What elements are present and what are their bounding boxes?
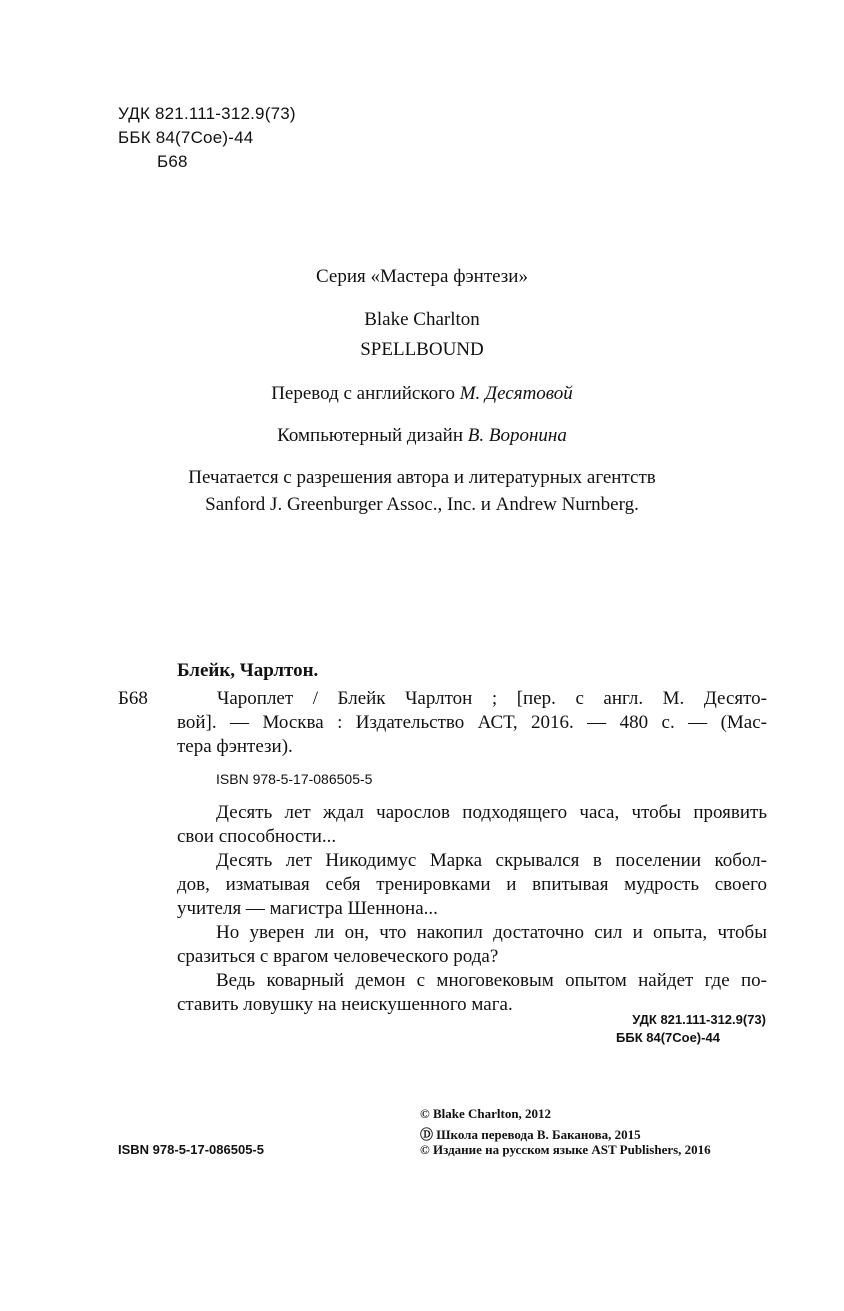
designer-name: В. Воронина: [467, 425, 567, 446]
annotation-p3-line2: сразиться с врагом человеческого рода?: [177, 946, 499, 967]
bib-line-1: Чароплет / Блейк Чарлтон ; [пер. с англ. М. Десято-: [217, 688, 767, 709]
udk-code: УДК 821.111-312.9(73): [118, 104, 296, 123]
annotation-p2-line1: Десять лет Никодимус Марка скрывался в поселении кобол-: [216, 850, 767, 871]
translation-prefix: Перевод с английского: [271, 383, 460, 404]
annotation-bbk: ББК 84(7Сое)-44: [616, 1030, 720, 1045]
annotation-p4-line2: ставить ловушку на неискушенного мага.: [177, 994, 513, 1015]
copyright-edition: © Издание на русском языке AST Publishers, 2016: [420, 1142, 711, 1157]
annotation-p1-line1: Десять лет ждал чарослов подходящего часа, чтобы проявить: [216, 802, 767, 823]
bib-line-3: тера фэнтези).: [177, 736, 293, 757]
permission-line-1: Печатается с разрешения автора и литературных агентств: [188, 467, 656, 488]
annotation-p3-line1: Но уверен ли он, что накопил достаточно сил и опыта, чтобы: [216, 922, 767, 943]
bib-heading: Блейк, Чарлтон.: [177, 660, 319, 681]
permission-line-2: Sanford J. Greenburger Assoc., Inc. и Andrew Nurnberg.: [205, 494, 639, 515]
bib-code: Б68: [118, 688, 148, 709]
annotation-p4-line1: Ведь коварный демон с многовековым опытом найдет где по-: [216, 970, 767, 991]
annotation-p2-line2: дов, изматывая себя тренировками и впитывая мудрость своего: [177, 874, 767, 895]
design-credit: [0, 425, 844, 447]
bbk-code: ББК 84(7Сое)-44: [118, 128, 254, 147]
copyright-translation: Ⓓ Школа перевода В. Баканова, 2015: [420, 1127, 641, 1142]
translation-credit: [0, 383, 844, 405]
annotation-p2-line3: учителя — магистра Шеннона...: [177, 898, 438, 919]
original-title: SPELLBOUND: [360, 339, 484, 360]
annotation-p1-line2: свои способности...: [177, 826, 337, 847]
translator-name: М. Десятовой: [459, 383, 573, 404]
original-author: Blake Charlton: [364, 309, 480, 330]
design-prefix: Компьютерный дизайн: [277, 425, 468, 446]
series-name: Серия «Мастера фэнтези»: [316, 266, 528, 287]
annotation-udk: УДК 821.111-312.9(73): [632, 1012, 766, 1027]
bib-line-2: вой]. — Москва : Издательство АСТ, 2016. — 480 с. — (Мас-: [177, 712, 767, 733]
bib-isbn: ISBN 978-5-17-086505-5: [216, 771, 373, 787]
footer-isbn: ISBN 978-5-17-086505-5: [118, 1142, 264, 1157]
author-sign: Б68: [157, 152, 188, 171]
copyright-author: © Blake Charlton, 2012: [420, 1106, 552, 1121]
